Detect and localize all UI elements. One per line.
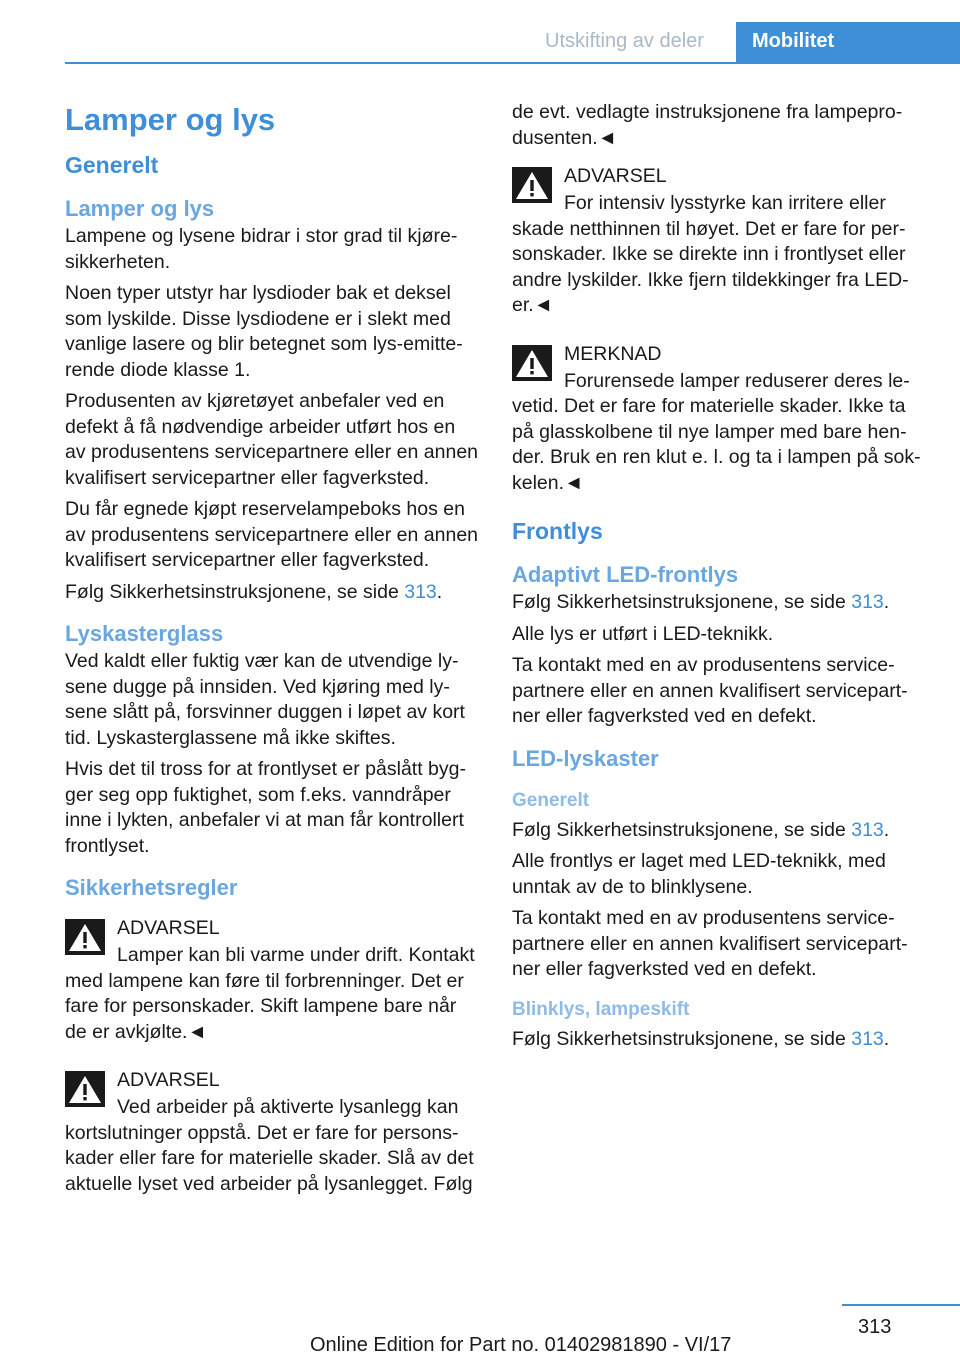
heading-adaptivt-led-frontlys: Adaptivt LED-frontlys <box>512 562 739 587</box>
right-column <box>512 100 927 1058</box>
paragraph: Hvis det til tross for at frontlyset er påslått bygger seg opp fuktighet, som f.eks. vanndråper inne i lykten, anbefaler vi at man får kontrollert frontlyset. <box>65 758 466 857</box>
heading-lamper-og-lys: Lamper og lys <box>65 196 215 221</box>
paragraph-with-link: Følg Sikkerhetsinstruksjonene, se side 313. <box>65 580 443 603</box>
paragraph: Ved kaldt eller fuktig vær kan de utvendige lysene dugge på innsiden. Ved kjøring med lysene slått på, forsvinner duggen i løpet av kort tid. Lyskasterglassene må ikke skiftes. <box>65 650 465 749</box>
left-column <box>65 100 480 1217</box>
header-chapter-tab: Mobilitet <box>736 22 960 62</box>
page-link[interactable]: 313 <box>851 1027 884 1050</box>
warning-triangle-icon <box>512 345 552 381</box>
warning-text: Ved arbeider på aktiverte lysanlegg kan kortslutninger oppstå. Det er fare for personskader eller fare for materielle skader. Slå av det aktuelle lyset ved arbeider på lysanlegget. Følg <box>65 1096 474 1195</box>
header-section-title: Utskifting av deler <box>545 30 704 52</box>
paragraph-with-link: Følg Sikkerhetsinstruksjonene, se side 313. <box>512 1027 890 1050</box>
warning-triangle-icon <box>65 1071 105 1107</box>
warning-label: ADVARSEL <box>117 917 220 939</box>
edition-note: Online Edition for Part no. 01402981890 - VI/17 <box>310 1334 732 1356</box>
warning-label: ADVARSEL <box>117 1069 220 1091</box>
heading-frontlys: Frontlys <box>512 518 603 544</box>
notice-label: MERKNAD <box>564 342 662 365</box>
heading-generelt-sub: Generelt <box>512 789 590 811</box>
warning-label: ADVARSEL <box>564 165 667 187</box>
warning-text: For intensiv lysstyrke kan irritere eller skade netthinnen til høyet. Det er fare for personskader. Ikke se direkte inn i frontlyset eller andre lyskilder. Ikke fjern tildekkinger fra LED-er.◄ <box>512 192 909 316</box>
paragraph: Alle frontlys er laget med LED-teknikk, med unntak av de to blinklysene. <box>512 850 886 898</box>
paragraph: Alle lys er utført i LED-teknikk. <box>512 622 774 645</box>
notice-box <box>512 339 927 497</box>
paragraph-with-link: Følg Sikkerhetsinstruksjonene, se side 313. <box>512 818 890 841</box>
warning-box <box>65 1065 480 1197</box>
footer-rule <box>842 1304 960 1306</box>
paragraph-with-link: Følg Sikkerhetsinstruksjonene, se side 313. <box>512 591 890 613</box>
header-rule <box>65 62 960 64</box>
heading-lyskasterglass: Lyskasterglass <box>65 621 224 646</box>
page-link[interactable]: 313 <box>404 580 437 603</box>
paragraph: Ta kontakt med en av produsentens servicepartnere eller en annen kvalifisert servicepartner eller fagverksted ved en defekt. <box>512 907 908 980</box>
paragraph: Lampene og lysene bidrar i stor grad til kjøresikkerheten. <box>65 225 458 273</box>
paragraph: Ta kontakt med en av produsentens servicepartnere eller en annen kvalifisert servicepartner eller fagverksted ved en defekt. <box>512 654 908 727</box>
page-title: Lamper og lys <box>65 102 276 137</box>
warning-text: Lamper kan bli varme under drift. Kontakt med lampene kan føre til forbrenninger. Det er fare for personskader. Skift lampene bare når de er avkjølte.◄ <box>65 944 475 1043</box>
heading-generelt: Generelt <box>65 152 159 178</box>
warning-triangle-icon <box>65 919 105 955</box>
page-link[interactable]: 313 <box>851 591 884 613</box>
warning-box <box>65 913 480 1045</box>
paragraph: de evt. vedlagte instruksjonene fra lampeprodusenten.◄ <box>512 101 903 149</box>
page-link[interactable]: 313 <box>851 818 884 841</box>
notice-text: Forurensede lamper reduserer deres levetid. Det er fare for materielle skader. Ikke ta på glasskolbene til nye lamper med bare hender. Bruk en ren klut e. l. og ta i lampen på sokkelen.◄ <box>512 369 921 494</box>
heading-blinklys: Blinklys, lampeskift <box>512 998 690 1020</box>
page-number: 313 <box>858 1316 892 1338</box>
paragraph: Du får egnede kjøpt reservelampeboks hos en av produsentens servicepartnere eller en annen kvalifisert servicepartner eller fagverksted. <box>65 498 479 571</box>
warning-box <box>512 161 927 319</box>
heading-led-lyskaster: LED-lyskaster <box>512 745 659 771</box>
paragraph: Noen typer utstyr har lysdioder bak et deksel som lyskilde. Disse lysdiodene er i slekt med vanlige lasere og blir betegnet som lys-emitterende diode klasse 1. <box>65 282 463 381</box>
paragraph: Produsenten av kjøretøyet anbefaler ved en defekt å få nødvendige arbeider utført hos en av produsentens servicepartnere eller en annen kvalifisert servicepartner eller fagverksted. <box>65 390 479 489</box>
heading-sikkerhetsregler: Sikkerhetsregler <box>65 875 238 900</box>
warning-triangle-icon <box>512 167 552 203</box>
